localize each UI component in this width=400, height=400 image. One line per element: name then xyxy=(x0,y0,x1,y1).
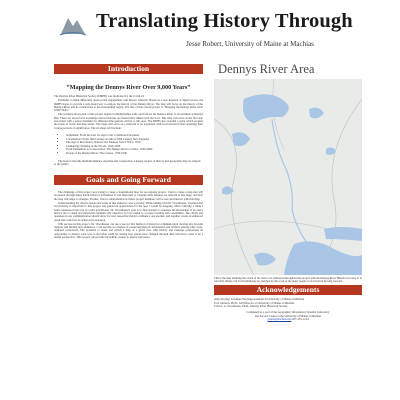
footer-line: Completed as a part of the Geographic Information Systems Laboratory xyxy=(246,310,330,315)
list-item: • Colonization: From 16th Century Acadia to 18th Century New England xyxy=(66,138,203,142)
list-item: • The Age of Revolution: Natives and Yankees from 1763 to 1816 xyxy=(66,141,203,145)
map-series-list xyxy=(64,134,203,156)
gis-logo-icon xyxy=(58,12,88,38)
acknowledgements-list xyxy=(214,298,362,308)
acknowledgements-heading: Acknowledgements xyxy=(214,285,362,295)
contact-line xyxy=(214,318,362,321)
phone-number: 207-255-1214 xyxy=(292,316,309,321)
introduction-heading: Introduction xyxy=(54,64,203,74)
left-column xyxy=(54,64,203,239)
acknowledgements-footer xyxy=(214,311,362,321)
introduction-paragraph: The northern-most point of this project begins in Meddybemps Lake and follows the Dennys River to its terminus at Dennys Bay. There are seven local townships whose histories are inextricably linked with the river. This map will serve as the first step associated with a series detailing six different time periods critical to this area. The DRHS has awarded a grant which secured the funds to create this map series. The maps will serve as a platform to be populated with local historical sites spanning their various periods of significance. The six maps will include: xyxy=(54,112,203,130)
footer-line: and Service Center at the University of Maine at Machias xyxy=(254,313,322,318)
poster-author: Jesse Robert, University of Maine at Machias xyxy=(186,40,314,48)
goals-heading: Goals and Going Forward xyxy=(54,175,203,185)
introduction-paragraph: Pandemic to think differently about social engagement with history outreach. Based on a new material of digital access, the DRHS hopes to provide a web-based way to explore the history of the Dennys River. The map will focus on the history of the Dennys River and its connections to the surrounding region. The title of this overall project is "Mapping the Dennys River Over 9,000 Years." xyxy=(54,98,203,113)
acknowledgement-line: Colin J. G. Woodhouse, Ph.D., Dennys River Historical Society xyxy=(214,304,288,308)
email-link[interactable]: gislab@machias.edu xyxy=(267,316,292,321)
right-column xyxy=(214,62,362,321)
list-item: • Settlement: From the Last Ice Age to the Columbian Encounter xyxy=(66,134,203,138)
map-graphic xyxy=(214,79,362,275)
introduction-subheading: “Mapping the Dennys River Over 9,000 Years” xyxy=(66,84,191,91)
poster-title: Translating History Through xyxy=(96,10,353,32)
list-item: • People of the Dennys River: The Census, 1790-1950 xyxy=(66,152,203,156)
acknowledgement-line: Amy Dowley, Graduate Teaching Assistant at University of Maine at Machias xyxy=(214,297,305,302)
introduction-lead: The Dennys River Historical Society (DRHS) was motivated by the Covid-19 xyxy=(54,94,145,98)
list-item: • From Exhaustion to Conservation: The Dennys River Corridor, 1920-2000 xyxy=(66,148,203,152)
acknowledgement-line: Tora Johnson, Ph.D., GIS Director at University of Maine at Machias xyxy=(214,300,295,305)
goals-paragraph: The challenge of this project was trying to create a foundational map for an ongoing project. I had to create a map that will be passed through many hands before it is finished. It was important to consider what features are relevant at this stage, and how the map will adapt to changes. Further, I had to understand how future project members will access and interact with this map. xyxy=(54,190,203,201)
map-title: Dennys River Area xyxy=(218,62,315,76)
list-item: • Lumbering: Working in the Woods, 1816-1920 xyxy=(66,145,203,149)
goals-paragraph: Will success in this project, Dr. Woodhouse can use a use for this method of historical communication moving into broader regions, and finding new audiences. I can see this as a means of connecting historic information and artifacts among other ways, outdated collections. The potential to share and enrich a map of a given area with history and business professions an opportunity to display what was, is and what could be. Seeing how places have changed through time will never cease to be a useful perspective. This project can provide incredible context to places and issues. xyxy=(54,221,203,239)
dennys-river-map xyxy=(214,79,362,275)
map-caption: This is the map detailing the extent of the area to be addressed throughout this project with the Dennys River Historical society. It is currently simple, but it will ultimately be enriched by the work of the many people to be involved moving forward. xyxy=(214,277,362,284)
introduction-conclusion: The hope is that this multidisciplinary expertise and cooperation, a deeper picture of history and geography may be relayed to the public. xyxy=(54,158,201,166)
goals-paragraph: Understanding my client's needs and wants in this endeavor was a priority. While talking with Dr. Woodhouse, I learned that local history is important to this project and gained an appreciation for the area I would be mapping. More critically, I think I better understood my role as a GIS practitioner. Dr. Woodhouse's goal is to find avenues to translate his knowledge of an area's history into a visual and interactive medium. My objective is to be useful to a project reading GIS capabilities. The clarity and openness in our communication should allow for new respective fields to influence one another, and together create an enhanced result that could not be achieved in isolation. xyxy=(54,201,203,222)
